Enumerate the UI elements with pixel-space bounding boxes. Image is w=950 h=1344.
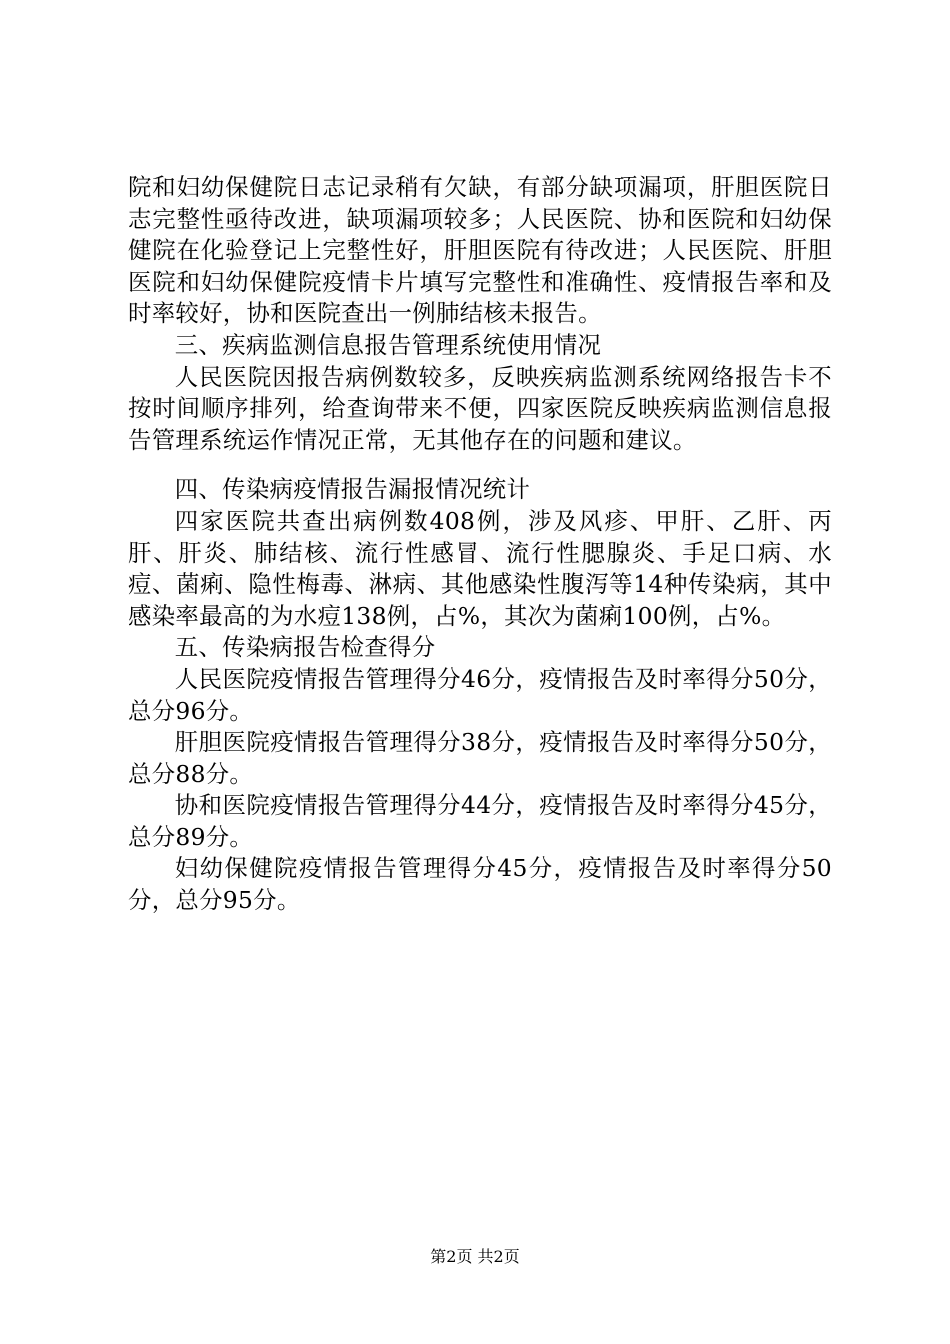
paragraph-missed-reports: 四家医院共查出病例数408例，涉及风疹、甲肝、乙肝、丙肝、肝炎、肺结核、流行性感冒、流行性腮腺炎、手足口病、水痘、菌痢、隐性梅毒、淋病、其他感染性腹泻等14种传染病，其中感染率最高的为水痘138例，占%，其次为菌痢100例，占%。	[128, 506, 832, 630]
paragraph-score-xiehe: 协和医院疫情报告管理得分44分，疫情报告及时率得分45分，总分89分。	[128, 791, 832, 851]
page-footer: 第2页 共2页	[430, 1247, 520, 1266]
paragraph-score-gandan: 肝胆医院疫情报告管理得分38分，疫情报告及时率得分50分，总分88分。	[128, 728, 832, 788]
section-heading-4: 四、传染病疫情报告漏报情况统计	[174, 475, 531, 504]
paragraph-continuation: 院和妇幼保健院日志记录稍有欠缺，有部分缺项漏项，肝胆医院日志完整性亟待改进，缺项漏项较多；人民医院、协和医院和妇幼保健院在化验登记上完整性好，肝胆医院有待改进；人民医院、肝胆医院和妇幼保健院疫情卡片填写完整性和准确性、疫情报告率和及时率较好，协和医院查出一例肺结核未报告。	[128, 173, 832, 328]
paragraph-score-fuyou: 妇幼保健院疫情报告管理得分45分，疫情报告及时率得分50分，总分95分。	[128, 854, 832, 915]
section-heading-3: 三、疾病监测信息报告管理系统使用情况	[174, 330, 602, 359]
paragraph-gap	[128, 456, 832, 474]
paragraph-score-renmin: 人民医院疫情报告管理得分46分，疫情报告及时率得分50分，总分96分。	[128, 664, 832, 725]
paragraph-system-usage: 人民医院因报告病例数较多，反映疾病监测系统网络报告卡不按时间顺序排列，给查询带来不便，四家医院反映疾病监测信息报告管理系统运作情况正常，无其他存在的问题和建议。	[128, 362, 832, 454]
document-body	[128, 172, 832, 917]
section-heading-5: 五、传染病报告检查得分	[174, 633, 436, 662]
